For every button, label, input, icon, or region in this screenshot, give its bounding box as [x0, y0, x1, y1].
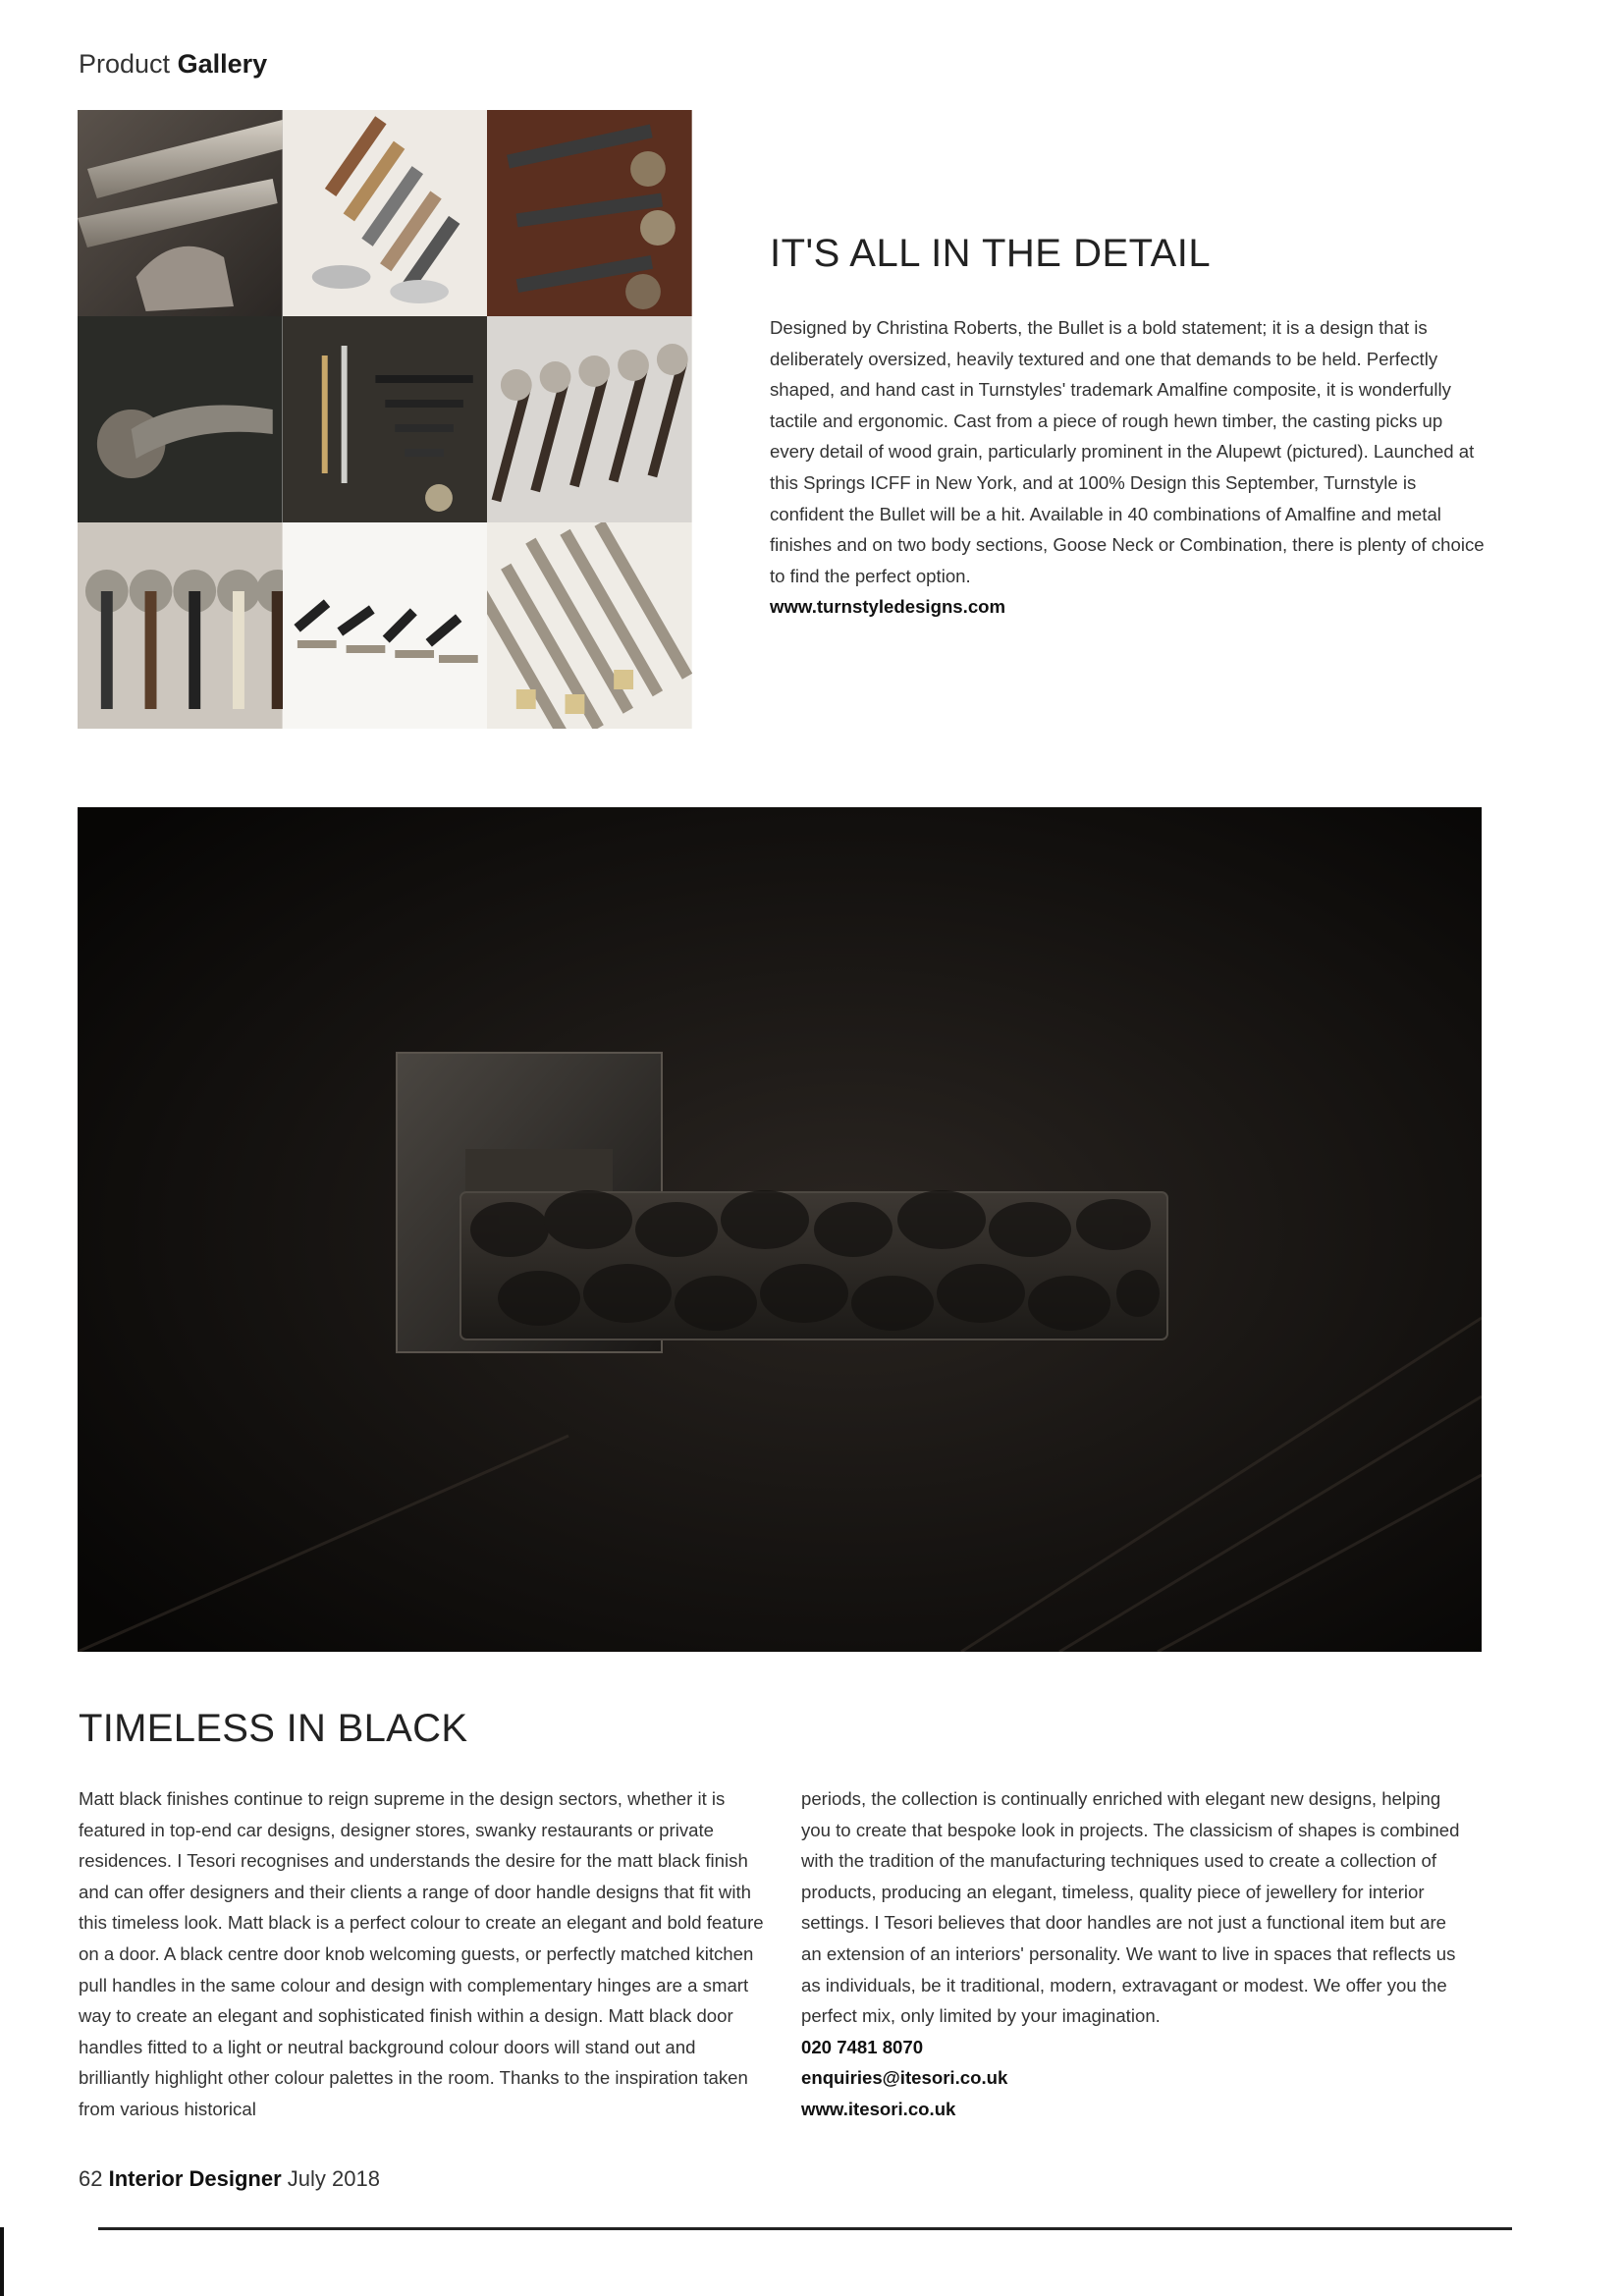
gallery-photo-levers-scattered — [283, 522, 488, 729]
turnstyle-website-link[interactable]: www.turnstyledesigns.com — [770, 596, 1006, 618]
black-article-title: TIMELESS IN BLACK — [79, 1707, 468, 1750]
product-gallery-grid — [78, 110, 692, 729]
gallery-photo-knobs — [78, 522, 283, 729]
magazine-name: Interior Designer — [108, 2166, 282, 2191]
itesori-website-link[interactable]: www.itesori.co.uk — [801, 2098, 956, 2119]
itesori-email-link[interactable]: enquiries@itesori.co.uk — [801, 2067, 1008, 2089]
itesori-phone[interactable]: 020 7481 8070 — [801, 2036, 924, 2057]
gallery-photo-pull-bars — [283, 316, 488, 522]
section-label-bold: Gallery — [177, 49, 268, 79]
issue-date: July 2018 — [287, 2166, 380, 2191]
gallery-photo-levers-brown — [487, 110, 692, 316]
gallery-photo-bullet-levers — [283, 110, 488, 316]
detail-article-body — [770, 312, 1487, 623]
section-label: Product — [79, 49, 171, 79]
detail-article-title: IT'S ALL IN THE DETAIL — [770, 232, 1212, 275]
gallery-photo-bar-pulls — [487, 522, 692, 729]
detail-article-text: Designed by Christina Roberts, the Bullet is a bold statement; it is a design that is deliberately oversized, heavily textured and one that demands to be held. Perfectly shaped, and hand cast in Turnstyles' trademark Amalfine composite, it is wonderfully tactile and ergonomic. Cast from a piece of rough hewn timber, the casting picks up every detail of wood grain, particularly prominent in the Alupewt (pictured). Launched at this Springs ICFF in New York, and at 100% Design this September, Turnstyle is confident the Bullet will be a hit. Available in 40 combinations of Amalfine and metal finishes and on two body sections, Goose Neck or Combination, there is plenty of choice to find the perfect option. — [770, 317, 1485, 586]
gallery-photo-lever-row — [487, 316, 692, 522]
black-article-column-right — [801, 1783, 1469, 2125]
gallery-photo-lever-on-rose — [78, 316, 283, 522]
footer-divider — [98, 2227, 1512, 2230]
gallery-photo-pull-handles — [78, 110, 283, 316]
black-lever-handle-photo — [78, 807, 1482, 1652]
page-number: 62 — [79, 2166, 103, 2191]
section-header — [79, 49, 267, 80]
black-article-text: periods, the collection is continually enriched with elegant new designs, helping you to create that bespoke look in projects. The classicism of shapes is combined with the tradition of the manufacturing techniques used to create a collection of products, producing an elegant, timeless, quality piece of jewellery for interior settings. I Tesori believes that door handles are not just a functional item but are an extension of an interiors' personality. We want to live in spaces that reflects us as individuals, be it traditional, modern, extravagant or modest. We offer you the perfect mix, only limited by your imagination. — [801, 1788, 1460, 2027]
scan-edge-mark — [0, 2227, 4, 2296]
page-footer — [79, 2166, 380, 2192]
black-article-column-left: Matt black finishes continue to reign supreme in the design sectors, whether it is featured in top-end car designs, designer stores, swanky restaurants or private residences. I Tesori recognises and understands the desire for the matt black finish and can offer designers and their clients a range of door handle designs that fit with this timeless look. Matt black is a perfect colour to create an elegant and bold feature on a door. A black centre door knob welcoming guests, or perfectly matched kitchen pull handles in the same colour and design with complementary hinges are a smart way to create an elegant and sophisticated finish within a design. Matt black door handles fitted to a light or neutral background colour doors will stand out and brilliantly highlight other colour palettes in the room. Thanks to the inspiration taken from various historical — [79, 1788, 764, 2119]
